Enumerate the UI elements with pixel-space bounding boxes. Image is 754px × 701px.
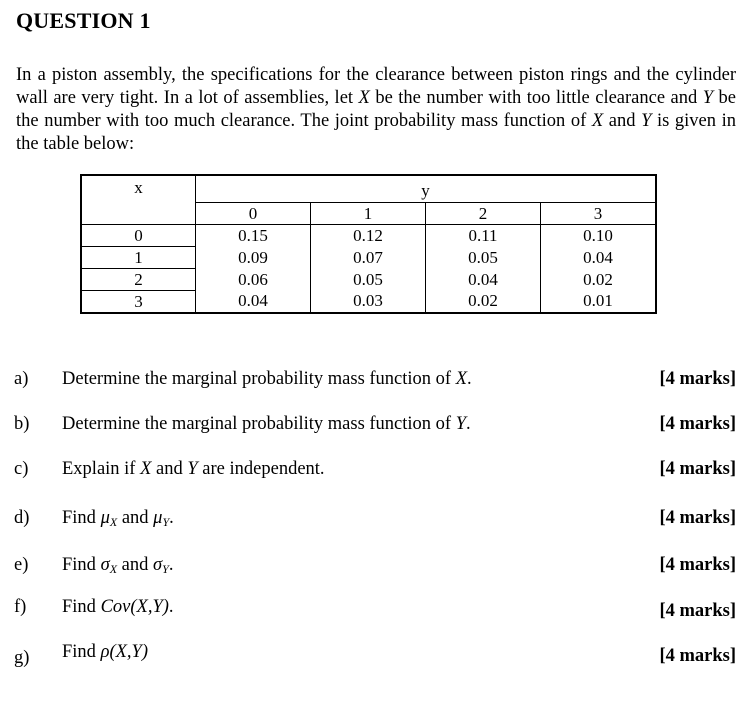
probability-cell: 0.07 <box>311 247 426 269</box>
question-text-part: Find <box>62 642 101 662</box>
y-value-cell: 3 <box>541 203 657 225</box>
question-item-d <box>14 508 736 532</box>
x-value-cell: 3 <box>81 291 196 314</box>
question-item-a <box>14 369 736 393</box>
table-row <box>81 225 656 247</box>
marks-label: [4 marks] <box>659 414 736 434</box>
table-row <box>81 291 656 314</box>
question-variable: X <box>455 369 468 389</box>
marks-label: [4 marks] <box>659 369 736 389</box>
probability-cell: 0.05 <box>311 269 426 291</box>
intro-var-x: X <box>358 88 370 108</box>
subscript-y: Y <box>162 562 169 576</box>
question-item-b <box>14 414 736 438</box>
question-text-part: Determine the marginal probability mass function of <box>62 414 456 434</box>
question-item-c <box>14 459 736 483</box>
question-intro <box>16 64 736 156</box>
probability-cell: 0.15 <box>196 225 311 247</box>
intro-text-2: be the number with too little clearance and <box>369 88 703 108</box>
question-text-part: and <box>151 459 188 479</box>
probability-cell: 0.10 <box>541 225 657 247</box>
probability-cell: 0.04 <box>196 291 311 314</box>
y-axis-label-cell: y <box>196 175 657 203</box>
question-variable: Y <box>187 459 198 479</box>
probability-cell: 0.06 <box>196 269 311 291</box>
probability-cell: 0.03 <box>311 291 426 314</box>
question-text <box>62 414 471 435</box>
question-letter: g) <box>14 648 30 668</box>
question-text-part: . <box>168 597 174 617</box>
intro-text-3: be the number with too much clearance. The joint probability mass function of <box>16 88 736 131</box>
question-variable: X <box>140 459 152 479</box>
intro-text-1: In a piston assembly, the specifications for the clearance between piston rings and the cylinder wall are very tight. In a lot of assemblies, let <box>16 65 736 108</box>
probability-cell: 0.11 <box>426 225 541 247</box>
question-heading: QUESTION 1 <box>16 8 151 33</box>
question-letter: f) <box>14 597 27 617</box>
question-text <box>62 597 174 618</box>
intro-text-4: and <box>603 111 642 131</box>
probability-cell: 0.09 <box>196 247 311 269</box>
sigma-symbol: σ <box>153 555 163 575</box>
y-value-cell: 2 <box>426 203 541 225</box>
subscript-y: Y <box>162 515 170 529</box>
question-text-part: Find <box>62 555 101 575</box>
probability-cell: 0.02 <box>426 291 541 314</box>
x-axis-label-cell: x <box>81 175 196 225</box>
question-text-part: Determine the marginal probability mass function of <box>62 369 456 389</box>
question-text <box>62 555 173 577</box>
question-letter: e) <box>14 555 29 575</box>
y-value-cell: 0 <box>196 203 311 225</box>
table-row <box>81 269 656 291</box>
probability-cell: 0.02 <box>541 269 657 291</box>
mu-symbol: μ <box>100 508 110 528</box>
marks-label: [4 marks] <box>659 555 736 575</box>
question-letter: d) <box>14 508 30 528</box>
question-text <box>62 459 325 480</box>
probability-cell: 0.05 <box>426 247 541 269</box>
probability-cell: 0.04 <box>541 247 657 269</box>
x-value-cell: 1 <box>81 247 196 269</box>
question-text <box>62 369 472 390</box>
question-text-part: . <box>168 555 174 575</box>
question-text-part: Find <box>62 508 101 528</box>
question-item-g <box>14 642 736 666</box>
question-text-part: . <box>467 369 472 389</box>
subscript-x: X <box>109 515 118 529</box>
question-letter: c) <box>14 459 29 479</box>
question-variable: Y <box>455 414 467 434</box>
subscript-x: X <box>109 562 118 576</box>
marks-label: [4 marks] <box>659 601 736 621</box>
question-text <box>62 642 148 663</box>
question-text-part: and <box>117 555 153 575</box>
marks-label: [4 marks] <box>659 646 736 666</box>
question-text-part: and <box>117 508 154 528</box>
intro-var-y-2: Y <box>641 111 652 131</box>
question-letter: a) <box>14 369 29 389</box>
x-value-cell: 2 <box>81 269 196 291</box>
table-header-row <box>81 175 656 203</box>
marks-label: [4 marks] <box>659 459 736 479</box>
covariance-expression: Cov(X,Y) <box>100 597 169 617</box>
question-text-part: . <box>466 414 471 434</box>
question-text-part: Explain if <box>62 459 141 479</box>
correlation-expression: ρ(X,Y) <box>100 642 148 662</box>
y-value-cell: 1 <box>311 203 426 225</box>
sigma-symbol: σ <box>100 555 110 575</box>
question-text <box>62 508 174 530</box>
probability-cell: 0.04 <box>426 269 541 291</box>
x-value-cell: 0 <box>81 225 196 247</box>
intro-text-5: is given in the table below: <box>16 111 736 154</box>
question-letter: b) <box>14 414 30 434</box>
marks-label: [4 marks] <box>659 508 736 528</box>
question-item-e <box>14 555 736 579</box>
probability-cell: 0.01 <box>541 291 657 314</box>
question-text-part: . <box>169 508 174 528</box>
question-text-part: are independent. <box>197 459 325 479</box>
joint-pmf-table <box>80 174 657 314</box>
table-row <box>81 247 656 269</box>
mu-symbol: μ <box>153 508 163 528</box>
intro-var-y: Y <box>702 88 714 108</box>
intro-var-x-2: X <box>591 111 604 131</box>
probability-cell: 0.12 <box>311 225 426 247</box>
question-item-f <box>14 597 736 621</box>
question-text-part: Find <box>62 597 101 617</box>
